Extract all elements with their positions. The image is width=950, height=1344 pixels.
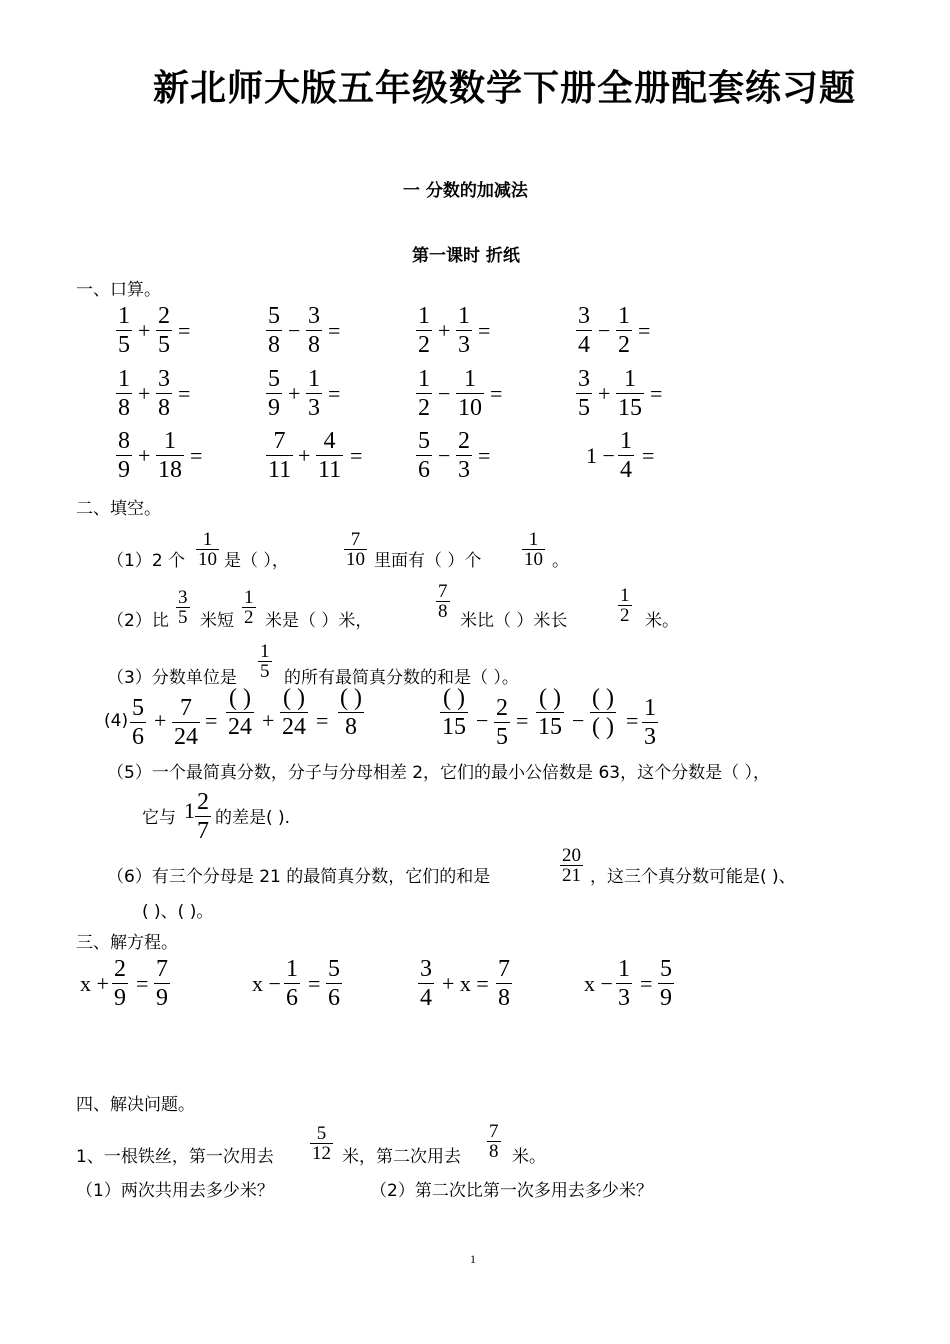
- operator: +: [298, 443, 311, 468]
- oral-fraction: [306, 302, 322, 359]
- fraction-denominator: 8: [158, 395, 170, 421]
- fraction-numerator: 1: [118, 366, 130, 392]
- inline-fraction: [344, 530, 367, 569]
- question-text: 米是（ ）米，: [265, 611, 373, 631]
- fraction-numerator: 1: [260, 641, 270, 662]
- fraction-numerator: ( ): [592, 685, 614, 711]
- equals-sign: =: [190, 443, 203, 468]
- equation-fraction: [658, 955, 674, 1012]
- operator: −: [572, 708, 585, 733]
- operator: +: [154, 708, 167, 733]
- q4-fraction: [494, 694, 510, 751]
- question-text: （1）2 个: [107, 551, 186, 571]
- fraction-denominator: 5: [118, 332, 130, 358]
- equals-sign: =: [640, 971, 653, 996]
- oral-fraction: [576, 365, 592, 422]
- oral-fraction: [616, 365, 644, 422]
- fraction-denominator: 24: [282, 714, 306, 740]
- question-text: ，这三个真分数可能是( )、: [590, 867, 796, 887]
- equals-sign: =: [626, 708, 639, 733]
- fraction-denominator: 3: [644, 724, 656, 750]
- operator: +: [598, 381, 611, 406]
- problem-text: 1、一根铁丝，第一次用去: [76, 1147, 274, 1167]
- page-title: 新北师大版五年级数学下册全册配套练习题: [153, 68, 857, 109]
- fraction-numerator: 7: [350, 529, 361, 550]
- q4-fraction: [536, 684, 564, 741]
- question-text: （6）有三个分母是 21 的最简真分数，它们的和是: [107, 867, 491, 887]
- operator: +: [138, 443, 151, 468]
- oral-fraction: [456, 302, 472, 359]
- inline-fraction: [522, 530, 545, 569]
- fraction-numerator: 1: [418, 303, 430, 329]
- equals-sign: =: [642, 443, 655, 468]
- fraction-denominator: 15: [538, 714, 562, 740]
- fraction-denominator: 9: [118, 457, 130, 483]
- question-text: 。: [552, 551, 569, 571]
- fraction-numerator: 1: [244, 587, 254, 608]
- fraction-denominator: 5: [260, 661, 270, 682]
- fraction-denominator: 15: [618, 395, 642, 421]
- fraction-numerator: ( ): [229, 685, 251, 711]
- fraction-numerator: 5: [132, 695, 144, 721]
- equals-sign: =: [328, 318, 341, 343]
- question-text: （3）分数单位是: [107, 668, 237, 688]
- fraction-numerator: 5: [418, 428, 430, 454]
- fraction-denominator: 8: [118, 395, 130, 421]
- operator: +: [438, 318, 451, 343]
- equation-variable: x +: [80, 971, 109, 996]
- equals-sign: =: [136, 971, 149, 996]
- fraction-numerator: 1: [458, 303, 470, 329]
- oral-fraction: [156, 302, 172, 359]
- fraction-numerator: 5: [268, 366, 280, 392]
- equation-fraction: [284, 955, 300, 1012]
- oral-fraction: [266, 427, 293, 484]
- fraction-denominator: 7: [197, 818, 209, 844]
- fraction-numerator: ( ): [539, 685, 561, 711]
- operator: −: [438, 443, 451, 468]
- q4-fraction: [280, 684, 308, 741]
- oral-fraction: [116, 302, 132, 359]
- fraction-numerator: 3: [420, 956, 432, 982]
- lesson-heading: 第一课时 折纸: [412, 246, 520, 266]
- mixed-number-whole: 1: [184, 798, 195, 823]
- question-label: (4): [104, 711, 129, 731]
- oral-fraction: [456, 427, 472, 484]
- unit-heading: 一 分数的加减法: [403, 181, 528, 201]
- operator: +: [138, 318, 151, 343]
- equation-fraction: [496, 955, 512, 1012]
- oral-fraction: [266, 302, 282, 359]
- fraction-numerator: 1: [624, 366, 636, 392]
- fraction-denominator: 5: [158, 332, 170, 358]
- equals-sign: =: [650, 381, 663, 406]
- oral-fraction: [156, 427, 184, 484]
- fraction-numerator: 2: [496, 695, 508, 721]
- fraction-denominator: 10: [346, 549, 365, 570]
- fraction-denominator: 2: [418, 395, 430, 421]
- fraction-denominator: 18: [158, 457, 182, 483]
- inline-fraction: [176, 588, 190, 627]
- inline-fraction: [560, 846, 583, 885]
- oral-fraction: [266, 365, 282, 422]
- oral-fraction: [456, 365, 484, 422]
- equals-sign: =: [516, 708, 529, 733]
- question-text: ( )、( )。: [142, 902, 214, 922]
- q4-fraction: [642, 694, 658, 751]
- oral-fraction: [316, 427, 343, 484]
- question-text: 米比（ ）米长: [460, 611, 568, 631]
- fraction-denominator: 9: [660, 985, 672, 1011]
- fraction-numerator: 1: [118, 303, 130, 329]
- fraction-denominator: 8: [498, 985, 510, 1011]
- fraction-denominator: 3: [458, 332, 470, 358]
- fraction-numerator: ( ): [443, 685, 465, 711]
- fraction-denominator: ( ): [592, 714, 614, 740]
- fraction-denominator: 9: [268, 395, 280, 421]
- fraction-denominator: 9: [156, 985, 168, 1011]
- fraction-numerator: 4: [323, 428, 336, 454]
- fraction-numerator: 7: [273, 428, 286, 454]
- leading-term: 1 −: [586, 443, 615, 468]
- fraction-denominator: 3: [308, 395, 320, 421]
- q4-fraction: [338, 684, 364, 741]
- q4-fraction: [440, 684, 468, 741]
- equation-variable: x −: [252, 971, 281, 996]
- oral-fraction: [416, 427, 432, 484]
- equals-sign: =: [178, 381, 191, 406]
- problem-text: 米。: [512, 1147, 546, 1167]
- inline-fraction: [310, 1124, 333, 1163]
- operator: −: [476, 708, 489, 733]
- fraction-denominator: 2: [618, 332, 630, 358]
- fraction-denominator: 6: [286, 985, 298, 1011]
- fraction-numerator: 1: [202, 529, 213, 550]
- fraction-denominator: 8: [489, 1141, 499, 1162]
- fraction-denominator: 24: [228, 714, 252, 740]
- section-oral-heading: 一、口算。: [76, 280, 161, 300]
- problem-text: 米，第二次用去: [342, 1147, 461, 1167]
- fraction-denominator: 11: [318, 457, 342, 483]
- fraction-denominator: 11: [268, 457, 292, 483]
- fraction-denominator: 2: [418, 332, 430, 358]
- fraction-numerator: 5: [268, 303, 280, 329]
- fraction-denominator: 2: [620, 605, 630, 626]
- fraction-denominator: 2: [244, 607, 254, 628]
- fraction-numerator: 2: [114, 956, 126, 982]
- equation-fraction: [418, 955, 434, 1012]
- fraction-numerator: 3: [178, 587, 188, 608]
- fraction-numerator: 7: [156, 956, 168, 982]
- question-text: 的所有最简真分数的和是（ ）。: [284, 668, 519, 688]
- fraction-denominator: 10: [458, 395, 482, 421]
- operator: −: [598, 318, 611, 343]
- operator: +: [138, 381, 151, 406]
- inline-fraction: [618, 586, 632, 625]
- oral-fraction: [416, 302, 432, 359]
- fraction-denominator: 5: [578, 395, 590, 421]
- fraction-denominator: 21: [562, 865, 581, 886]
- fraction-numerator: 7: [180, 695, 192, 721]
- fraction-denominator: 4: [420, 985, 432, 1011]
- fraction-denominator: 5: [178, 607, 188, 628]
- fraction-denominator: 4: [620, 457, 632, 483]
- problem-1-question-1: （1）两次共用去多少米？: [76, 1181, 274, 1201]
- section-problem-heading: 四、解决问题。: [76, 1095, 195, 1115]
- fraction-numerator: 3: [308, 303, 320, 329]
- fraction-denominator: 12: [312, 1143, 331, 1164]
- equals-sign: =: [178, 318, 191, 343]
- equation-variable: x −: [584, 971, 613, 996]
- fraction-numerator: ( ): [283, 685, 305, 711]
- mixed-number-fraction: [195, 788, 211, 845]
- fraction-denominator: 8: [438, 601, 448, 622]
- question-text: 它与: [142, 808, 176, 828]
- operator: +: [262, 708, 275, 733]
- fraction-numerator: 5: [316, 1123, 327, 1144]
- inline-fraction: [258, 642, 272, 681]
- oral-fraction: [616, 302, 632, 359]
- equals-sign: =: [328, 381, 341, 406]
- oral-fraction: [416, 365, 432, 422]
- question-text: （2）比: [107, 611, 169, 631]
- q4-fraction: [590, 684, 616, 741]
- problem-1-question-2: （2）第二次比第一次多用去多少米？: [370, 1181, 653, 1201]
- question-text: 米。: [645, 611, 679, 631]
- fraction-numerator: 1: [618, 303, 630, 329]
- fraction-denominator: 4: [578, 332, 590, 358]
- equation-fraction: [616, 955, 632, 1012]
- section-equation-heading: 三、解方程。: [76, 933, 178, 953]
- fraction-denominator: 15: [442, 714, 466, 740]
- section-fill-heading: 二、填空。: [76, 499, 161, 519]
- fraction-numerator: 1: [164, 428, 176, 454]
- page-number: 1: [470, 1252, 476, 1266]
- operator: −: [288, 318, 301, 343]
- equation-fraction: [154, 955, 170, 1012]
- fraction-numerator: 1: [528, 529, 539, 550]
- equals-sign: =: [350, 443, 363, 468]
- fraction-numerator: 1: [618, 956, 630, 982]
- equals-sign: =: [308, 971, 321, 996]
- q4-fraction: [172, 694, 200, 751]
- fraction-numerator: 7: [498, 956, 510, 982]
- fraction-numerator: 8: [118, 428, 130, 454]
- fraction-denominator: 6: [418, 457, 430, 483]
- oral-fraction: [576, 302, 592, 359]
- question-text: 米短: [200, 611, 234, 631]
- fraction-numerator: 5: [328, 956, 340, 982]
- fraction-numerator: 20: [562, 845, 581, 866]
- equals-sign: =: [638, 318, 651, 343]
- inline-fraction: [196, 530, 219, 569]
- fraction-numerator: 1: [286, 956, 298, 982]
- fraction-numerator: 3: [578, 366, 590, 392]
- fraction-numerator: 2: [197, 789, 209, 815]
- fraction-numerator: 2: [458, 428, 470, 454]
- fraction-numerator: 1: [464, 366, 476, 392]
- fraction-numerator: 7: [438, 581, 448, 602]
- question-text: 是（ ），: [224, 551, 289, 571]
- oral-fraction: [618, 427, 634, 484]
- inline-fraction: [242, 588, 256, 627]
- fraction-numerator: 1: [308, 366, 320, 392]
- equation-variable: + x =: [442, 971, 489, 996]
- fraction-denominator: 8: [268, 332, 280, 358]
- oral-fraction: [116, 427, 132, 484]
- q4-fraction: [226, 684, 254, 741]
- fraction-denominator: 10: [198, 549, 217, 570]
- question-text: 里面有（ ）个: [374, 551, 482, 571]
- inline-fraction: [436, 582, 450, 621]
- equals-sign: =: [478, 443, 491, 468]
- fraction-denominator: 8: [308, 332, 320, 358]
- oral-fraction: [306, 365, 322, 422]
- fraction-denominator: 6: [328, 985, 340, 1011]
- fraction-denominator: 8: [344, 714, 357, 740]
- fraction-denominator: 10: [524, 549, 543, 570]
- fraction-denominator: 6: [132, 724, 144, 750]
- fraction-numerator: 1: [418, 366, 430, 392]
- operator: +: [288, 381, 301, 406]
- equation-fraction: [326, 955, 342, 1012]
- fraction-numerator: 7: [489, 1121, 499, 1142]
- operator: −: [438, 381, 451, 406]
- fraction-numerator: 1: [644, 695, 656, 721]
- fraction-numerator: 3: [578, 303, 590, 329]
- fraction-numerator: 3: [158, 366, 170, 392]
- fraction-denominator: 3: [618, 985, 630, 1011]
- equals-sign: =: [316, 708, 329, 733]
- fraction-numerator: 1: [620, 428, 632, 454]
- fraction-numerator: 2: [158, 303, 170, 329]
- equals-sign: =: [205, 708, 218, 733]
- question-text: （5）一个最简真分数，分子与分母相差 2，它们的最小公倍数是 63，这个分数是（ ），: [107, 763, 770, 783]
- fraction-numerator: 1: [620, 585, 630, 606]
- fraction-numerator: ( ): [340, 685, 362, 711]
- equals-sign: =: [490, 381, 503, 406]
- fraction-denominator: 3: [458, 457, 470, 483]
- q4-fraction: [130, 694, 146, 751]
- oral-fraction: [156, 365, 172, 422]
- fraction-denominator: 5: [496, 724, 508, 750]
- fraction-numerator: 5: [660, 956, 672, 982]
- fraction-denominator: 9: [114, 985, 126, 1011]
- inline-fraction: [487, 1122, 501, 1161]
- equals-sign: =: [478, 318, 491, 343]
- question-text: 的差是( ).: [215, 808, 291, 828]
- fraction-denominator: 24: [174, 724, 198, 750]
- oral-fraction: [116, 365, 132, 422]
- equation-fraction: [112, 955, 128, 1012]
